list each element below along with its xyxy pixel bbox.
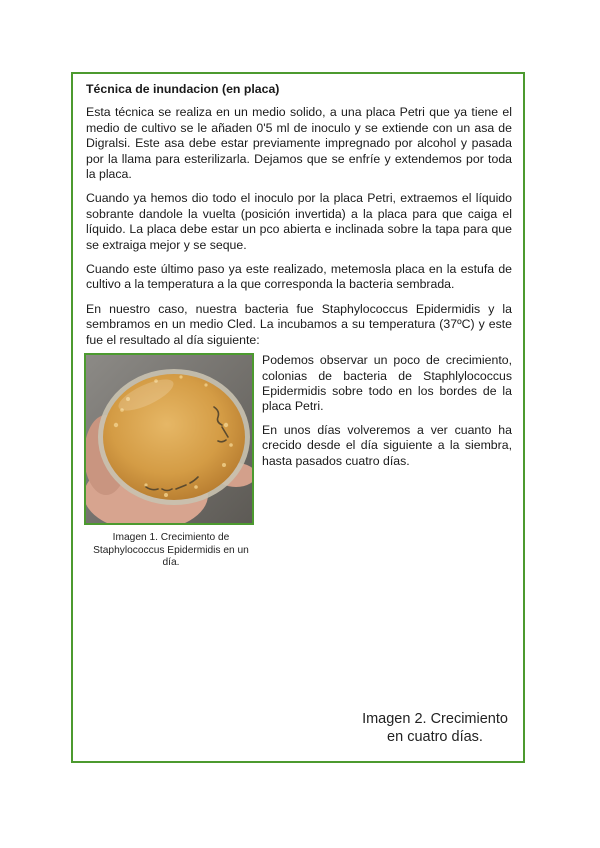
figure-row: [86, 353, 512, 587]
side-paragraph-2: En unos días volveremos a ver cuanto ha crecido desde el día siguiente a la siembra, hasta pasados cuatro días.: [262, 422, 512, 468]
document-title: Técnica de inundacion (en placa): [86, 82, 280, 96]
page-frame: [71, 72, 525, 763]
side-text: [262, 353, 512, 477]
paragraph-3: Cuando este último paso ya este realizado, metemosla placa en la estufa de cultivo a la temperatura a la que corresponda la bacteria sembrada.: [86, 262, 512, 292]
petri-dish-photo: [84, 353, 254, 525]
paragraph-1: Esta técnica se realiza en un medio solido, a una placa Petri que ya tiene el medio de cultivo se le añaden 0'5 ml de inoculo y se extiende con un asa de Digralsi. Este asa debe estar previamente impregnado por alcohol y pasada por la llama para esterilizarla. Dejamos que se enfríe y extendemos por toda la placa.: [86, 105, 512, 182]
document-body: [86, 82, 512, 587]
paragraph-4: En nuestro caso, nuestra bacteria fue Staphylococcus Epidermidis y la sembramos en un medio Cled. La incubamos a su temperatura (37ºC) y este fue el resultado al día siguiente:: [86, 301, 512, 347]
image-1-caption: Imagen 1. Crecimiento de Staphylococcus Epidermidis en un día.: [93, 532, 249, 569]
paragraph-2: Cuando ya hemos dio todo el inoculo por la placa Petri, extraemos el líquido sobrante dandole la vuelta (posición invertida) a la placa para que caiga el líquido. La placa debe estar un pco abierta e inclinada sobre la tapa para que se extraiga mejor y se seque.: [86, 191, 512, 252]
image-2-caption: Imagen 2. Crecimiento en cuatro días.: [362, 711, 508, 745]
side-paragraph-1: Podemos observar un poco de crecimiento, colonias de bacteria de Staphlylococcus Epidermidis sobre todo en los bordes de la placa Petri.: [262, 353, 512, 414]
